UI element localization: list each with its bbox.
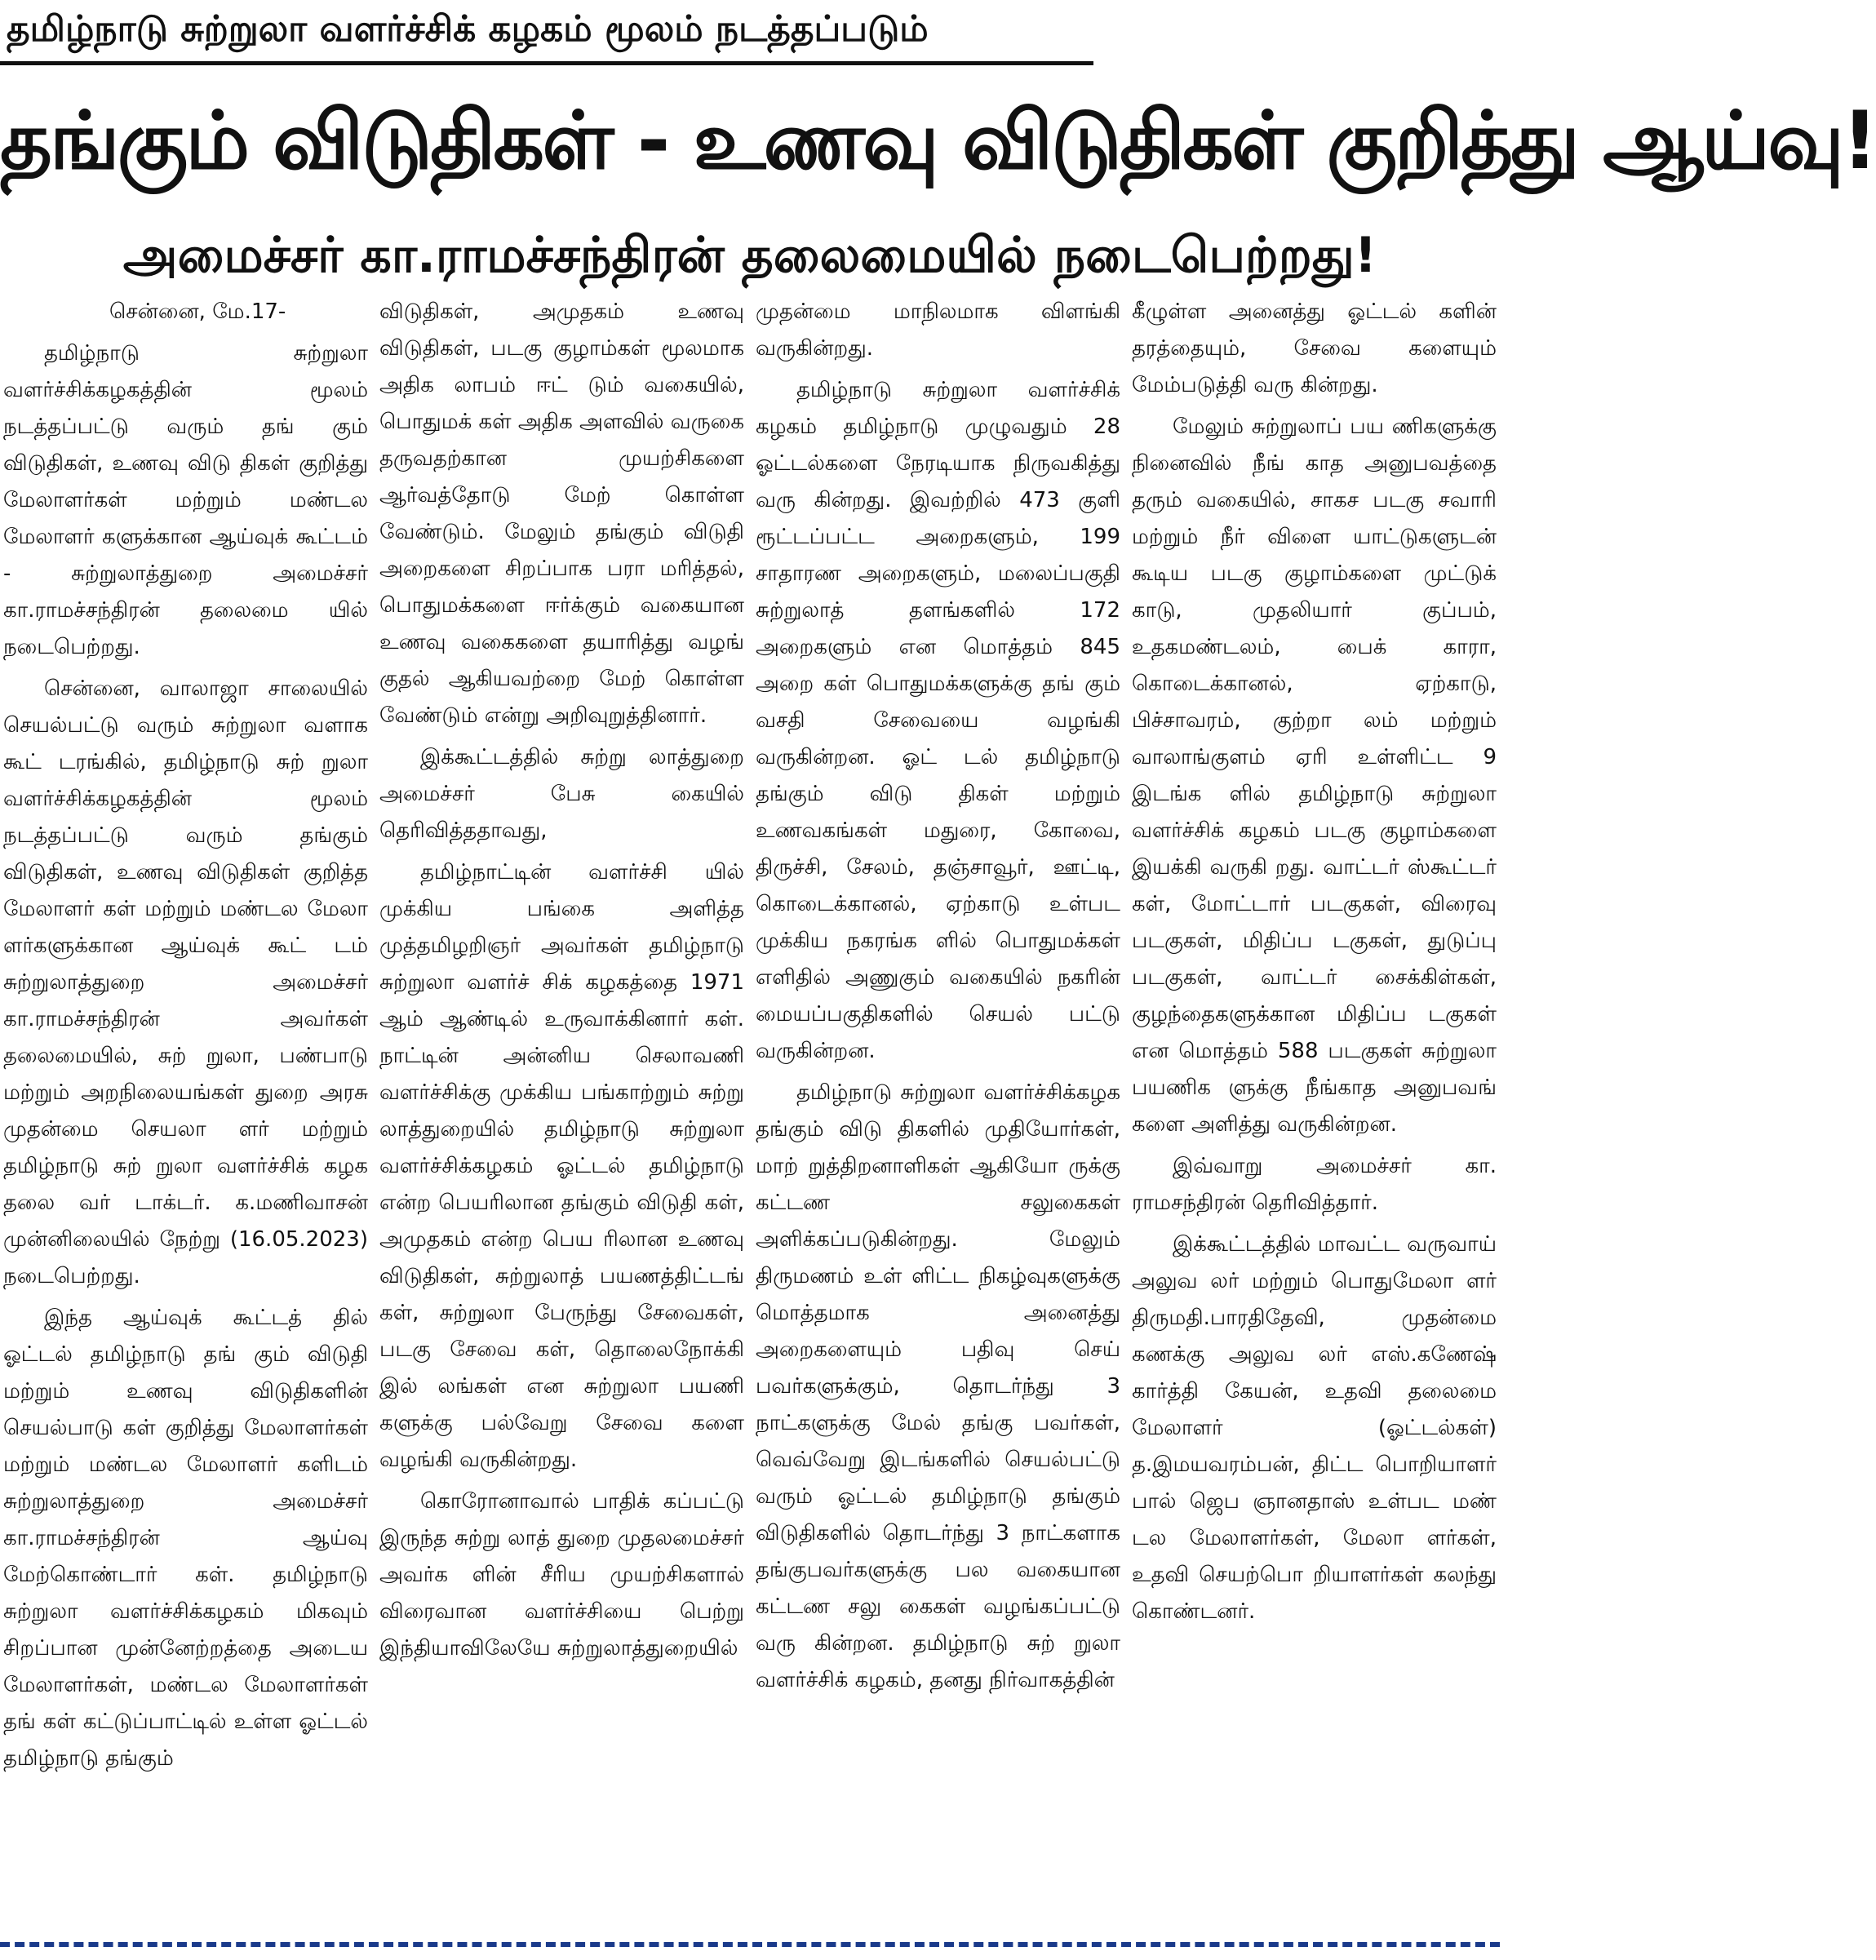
article-column-1 — [3, 294, 368, 1936]
paragraph: தமிழ்நாட்டின் வளர்ச்சி யில் முக்கிய பங்கை அளித்த முத்தமிழறிஞர் அவர்கள் தமிழ்நாடு சுற்றுலா வளர்ச் சிக் கழகத்தை 1971 ஆம் ஆண்டில் உருவாக்கினார் கள். நாட்டின் அன்னிய செலாவணி வளர்ச்சிக்கு முக்கிய பங்காற்றும் சுற்று லாத்துறையில் தமிழ்நாடு சுற்றுலா வளர்ச்சிக்கழகம் ஓட்டல் தமிழ்நாடு என்ற பெயரிலான தங்கும் விடுதி கள், அமுதகம் என்ற பெய ரிலான உணவு விடுதிகள், சுற்றுலாத் பயணத்திட்டங் கள், சுற்றுலா பேருந்து சேவைகள், படகு சேவை கள், தொலைநோக்கி இல் லங்கள் என சுற்றுலா பயணி களுக்கு பல்வேறு சேவை களை வழங்கி வருகின்றது. — [379, 860, 744, 1472]
paragraph: இவ்வாறு அமைச்சர் கா. ராமசந்திரன் தெரிவித்தார். — [1132, 1154, 1497, 1215]
paragraph: இந்த ஆய்வுக் கூட்டத் தில் ஓட்டல் தமிழ்நாடு தங் கும் விடுதி மற்றும் உணவு விடுதிகளின் செயல்பாடு கள் குறித்து மேலாளர்கள் மற்றும் மண்டல மேலாளர் களிடம் சுற்றுலாத்துறை அமைச்சர் கா.ராமச்சந்திரன் ஆய்வு மேற்கொண்டார் கள். தமிழ்நாடு சுற்றுலா வளர்ச்சிக்கழகம் மிகவும் சிறப்பான முன்னேற்றத்தை அடைய மேலாளர்கள், மண்டல மேலாளர்கள் தங் கள் கட்டுப்பாட்டில் உள்ள ஓட்டல் தமிழ்நாடு தங்கும் — [3, 1306, 368, 1771]
paragraph: இக்கூட்டத்தில் மாவட்ட வருவாய் அலுவ லர் மற்றும் பொதுமேலா ளர் திருமதி.பாரதிதேவி, முதன்மை கணக்கு அலுவ லர் எஸ்.கணேஷ் கார்த்தி கேயன், உதவி தலைமை மேலாளர் (ஓட்டல்கள்) த.இமயவரம்பன், திட்ட பொறியாளர் பால் ஜெப ஞானதாஸ் உள்பட மண் டல மேலாளர்கள், மேலா ளர்கள், உதவி செயற்பொ றியாளர்கள் கலந்து கொண்டனர். — [1132, 1232, 1497, 1624]
sub-headline: அமைச்சர் கா.ராமச்சந்திரன் தலைமையில் நடைபெற்றது! — [122, 227, 1377, 284]
bottom-divider — [0, 1942, 1500, 1947]
paragraph: கீழுள்ள அனைத்து ஓட்டல் களின் தரத்தையும், சேவை களையும் மேம்படுத்தி வரு கின்றது. — [1132, 299, 1497, 397]
paragraph: தமிழ்நாடு சுற்றுலா வளர்ச்சிக்கழக தங்கும் விடு திகளில் முதியோர்கள், மாற் றுத்திறனாளிகள் ஆகியோ ருக்கு கட்டண சலுகைகள் அளிக்கப்படுகின்றது. மேலும் திருமணம் உள் ளிட்ட நிகழ்வுகளுக்கு மொத்தமாக அனைத்து அறைகளையும் பதிவு செய் பவர்களுக்கும், தொடர்ந்து 3 நாட்களுக்கு மேல் தங்கு பவர்கள், வெவ்வேறு இடங்களில் செயல்பட்டு வரும் ஓட்டல் தமிழ்நாடு தங்கும் விடுதிகளில் தொடர்ந்து 3 நாட்களாக தங்குபவர்களுக்கு பல வகையான கட்டண சலு கைகள் வழங்கப்பட்டு வரு கின்றன. தமிழ்நாடு சுற் றுலா வளர்ச்சிக் கழகம், தனது நிர்வாகத்தின் — [756, 1080, 1120, 1692]
paragraph: முதன்மை மாநிலமாக விளங்கி வருகின்றது. — [756, 299, 1120, 361]
article-columns — [0, 294, 1500, 1936]
article-column-4 — [1132, 294, 1497, 1936]
paragraph: தமிழ்நாடு சுற்றுலா வளர்ச்சிக் கழகம் தமிழ்நாடு முழுவதும் 28 ஓட்டல்களை நேரடியாக நிருவகித்து வரு கின்றது. இவற்றில் 473 குளி ரூட்டப்பட்ட அறைகளும், 199 சாதாரண அறைகளும், மலைப்பகுதி சுற்றுலாத் தளங்களில் 172 அறைகளும் என மொத்தம் 845 அறை கள் பொதுமக்களுக்கு தங் கும் வசதி சேவையை வழங்கி வருகின்றன. ஓட் டல் தமிழ்நாடு தங்கும் விடு திகள் மற்றும் உணவகங்கள் மதுரை, கோவை, திருச்சி, சேலம், தஞ்சாவூர், ஊட்டி, கொடைக்கானல், ஏற்காடு உள்பட முக்கிய நகரங்க ளில் பொதுமக்கள் எளிதில் அணுகும் வகையில் நகரின் மையப்பகுதிகளில் செயல் பட்டு வருகின்றன. — [756, 378, 1120, 1063]
paragraph: சென்னை, வாலாஜா சாலையில் செயல்பட்டு வரும் சுற்றுலா வளாக கூட் டரங்கில், தமிழ்நாடு சுற் றுலா வளர்ச்சிக்கழகத்தின் மூலம் நடத்தப்பட்டு வரும் தங்கும் விடுதிகள், உணவு விடுதிகள் குறித்த மேலாளர் கள் மற்றும் மண்டல மேலா ளர்களுக்கான ஆய்வுக் கூட் டம் சுற்றுலாத்துறை அமைச்சர் கா.ராமச்சந்திரன் அவர்கள் தலைமையில், சுற் றுலா, பண்பாடு மற்றும் அறநிலையங்கள் துறை அரசு முதன்மை செயலா ளர் மற்றும் தமிழ்நாடு சுற் றுலா வளர்ச்சிக் கழக தலை வர் டாக்டர். க.மணிவாசன் முன்னிலையில் நேற்று (16.05.2023) நடைபெற்றது. — [3, 676, 368, 1288]
paragraph: கொரோனாவால் பாதிக் கப்பட்டு இருந்த சுற்று லாத் துறை முதலமைச்சர் அவர்க ளின் சீரிய முயற்சிகளால் விரைவான வளர்ச்சியை பெற்று இந்தியாவிலேயே சுற்றுலாத்துறையில் — [379, 1489, 744, 1661]
kicker-headline: தமிழ்நாடு சுற்றுலா வளர்ச்சிக் கழகம் மூலம் நடத்தப்படும் — [0, 0, 1093, 65]
paragraph: இக்கூட்டத்தில் சுற்று லாத்துறை அமைச்சர் பேசு கையில் தெரிவித்ததாவது, — [379, 745, 744, 843]
main-headline: தங்கும் விடுதிகள் - உணவு விடுதிகள் குறித்து ஆய்வு! — [0, 95, 1876, 188]
paragraph: தமிழ்நாடு சுற்றுலா வளர்ச்சிக்கழகத்தின் மூலம் நடத்தப்பட்டு வரும் தங் கும் விடுதிகள், உணவு விடு திகள் குறித்து மேலாளர்கள் மற்றும் மண்டல மேலாளர் களுக்கான ஆய்வுக் கூட்டம் - சுற்றுலாத்துறை அமைச்சர் கா.ராமச்சந்திரன் தலைமை யில் நடைபெற்றது. — [3, 341, 368, 659]
paragraph: மேலும் சுற்றுலாப் பய ணிகளுக்கு நினைவில் நீங் காத அனுபவத்தை தரும் வகையில், சாகச படகு சவாரி மற்றும் நீர் விளை யாட்டுகளுடன் கூடிய படகு குழாம்களை முட்டுக் காடு, முதலியார் குப்பம், உதகமண்டலம், பைக் காரா, கொடைக்கானல், ஏற்காடு, பிச்சாவரம், குற்றா லம் மற்றும் வாலாங்குளம் ஏரி உள்ளிட்ட 9 இடங்க ளில் தமிழ்நாடு சுற்றுலா வளர்ச்சிக் கழகம் படகு குழாம்களை இயக்கி வருகி றது. வாட்டர் ஸ்கூட்டர் கள், மோட்டார் படகுகள், விரைவு படகுகள், மிதிப்ப டகுகள், துடுப்பு படகுகள், வாட்டர் சைக்கிள்கள், குழந்தைகளுக்கான மிதிப்ப டகுகள் என மொத்தம் 588 படகுகள் சுற்றுலா பயணிக ளுக்கு நீங்காத அனுபவங் களை அளித்து வருகின்றன. — [1132, 415, 1497, 1137]
dateline: சென்னை, மே.17- — [109, 299, 286, 324]
article-column-2 — [379, 294, 744, 1936]
paragraph: விடுதிகள், அமுதகம் உணவு விடுதிகள், படகு குழாம்கள் மூலமாக அதிக லாபம் ஈட் டும் வகையில், பொதுமக் கள் அதிக அளவில் வருகை தருவதற்கான முயற்சிகளை ஆர்வத்தோடு மேற் கொள்ள வேண்டும். மேலும் தங்கும் விடுதி அறைகளை சிறப்பாக பரா மரித்தல், பொதுமக்களை ஈர்க்கும் வகையான உணவு வகைகளை தயாரித்து வழங் குதல் ஆகியவற்றை மேற் கொள்ள வேண்டும் என்று அறிவுறுத்தினார். — [379, 299, 744, 728]
article-column-3 — [756, 294, 1120, 1936]
